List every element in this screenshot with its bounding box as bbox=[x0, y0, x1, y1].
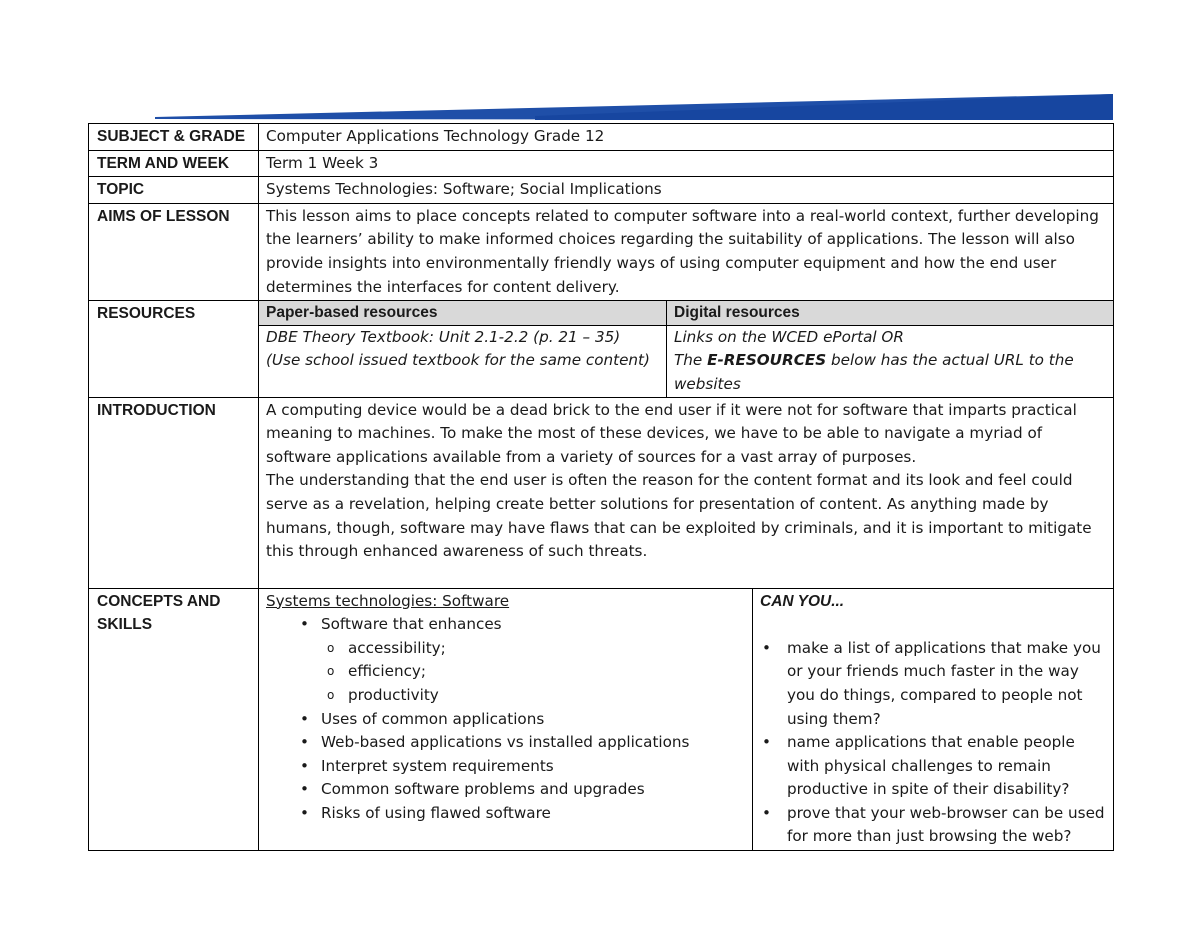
aims-label: AIMS OF LESSON bbox=[88, 204, 259, 300]
list-item: • Common software problems and upgrades bbox=[266, 778, 745, 802]
topic-row bbox=[88, 177, 1114, 204]
list-item: • Web-based applications vs installed applications bbox=[266, 731, 745, 755]
subject-row bbox=[88, 123, 1114, 151]
textbook-note: (Use school issued textbook for the same content) bbox=[266, 351, 650, 370]
topic-label: TOPIC bbox=[88, 177, 259, 203]
aims-row bbox=[88, 204, 1114, 301]
concepts-heading: Systems technologies: Software bbox=[266, 591, 510, 610]
concepts-label: CONCEPTS AND SKILLS bbox=[88, 589, 259, 851]
paper-resources-header: Paper-based resources bbox=[259, 301, 667, 325]
digital-resources-cell bbox=[667, 326, 1113, 397]
aims-value: This lesson aims to place concepts related to computer software into a real-world context, further developing the learners’ ability to make informed choices regarding the suitability of applications. The lesson will also provide insights into environmentally friendly ways of using computer equipment and how the end user determines the interfaces for content delivery. bbox=[259, 204, 1114, 300]
list-item: o productivity bbox=[266, 684, 745, 708]
subject-value: Computer Applications Technology Grade 12 bbox=[259, 124, 1114, 150]
term-row bbox=[88, 151, 1114, 178]
list-item: • Uses of common applications bbox=[266, 708, 745, 732]
digital-resources-header: Digital resources bbox=[674, 304, 800, 322]
concepts-content bbox=[259, 589, 1114, 851]
list-item: • Interpret system requirements bbox=[266, 755, 745, 779]
header-banner bbox=[155, 94, 1115, 120]
resources-label: RESOURCES bbox=[88, 301, 259, 396]
can-you-heading: CAN YOU... bbox=[760, 592, 845, 610]
introduction-label: INTRODUCTION bbox=[88, 398, 259, 588]
can-you-column bbox=[753, 589, 1113, 851]
introduction-value bbox=[259, 398, 1114, 588]
introduction-row bbox=[88, 398, 1114, 589]
concepts-row bbox=[88, 589, 1114, 852]
textbook-reference: DBE Theory Textbook: Unit 2.1-2.2 (p. 21 – 35) bbox=[266, 327, 621, 346]
list-item: • Risks of using flawed software bbox=[266, 802, 745, 826]
subject-label: SUBJECT & GRADE bbox=[88, 124, 259, 150]
resources-header bbox=[259, 301, 1113, 326]
e-resources-note: The E-RESOURCES below has the actual URL to the websites bbox=[674, 351, 1074, 393]
introduction-paragraph-1: A computing device would be a dead brick to the end user if it were not for software that imparts practical meaning to machines. To make the most of these devices, we have to be able to navigate a myriad of software applications available from a variety of sources for a vast array of purposes. bbox=[266, 400, 1077, 466]
list-item: • name applications that enable people with physical challenges to remain productive in spite of their disability? bbox=[760, 731, 1106, 802]
list-item: • prove that your web-browser can be used for more than just browsing the web? bbox=[760, 802, 1106, 849]
introduction-paragraph-2: The understanding that the end user is often the reason for the content format and its look and feel could serve as a revelation, helping create better solutions for presentation of content. As anything made by humans, though, software may have flaws that can be exploited by criminals, and it is important to mitigate this through enhanced awareness of such threats. bbox=[266, 471, 1092, 561]
resources-body bbox=[259, 326, 1113, 397]
lesson-plan-table bbox=[88, 123, 1114, 851]
concepts-list bbox=[259, 589, 753, 851]
list-item: o efficiency; bbox=[266, 660, 745, 684]
term-value: Term 1 Week 3 bbox=[259, 151, 1114, 177]
list-item: o accessibility; bbox=[266, 637, 745, 661]
e-resources-bold: E-RESOURCES bbox=[707, 351, 827, 370]
term-label: TERM AND WEEK bbox=[88, 151, 259, 177]
topic-value: Systems Technologies: Software; Social Implications bbox=[259, 177, 1114, 203]
paper-resources-cell bbox=[259, 326, 667, 397]
resources-table bbox=[259, 301, 1114, 396]
list-item: • make a list of applications that make you or your friends much faster in the way you do things, compared to people not using them? bbox=[760, 637, 1106, 731]
eportal-links: Links on the WCED ePortal OR bbox=[674, 327, 904, 346]
list-item: • Software that enhances bbox=[266, 613, 745, 637]
resources-row bbox=[88, 301, 1114, 397]
